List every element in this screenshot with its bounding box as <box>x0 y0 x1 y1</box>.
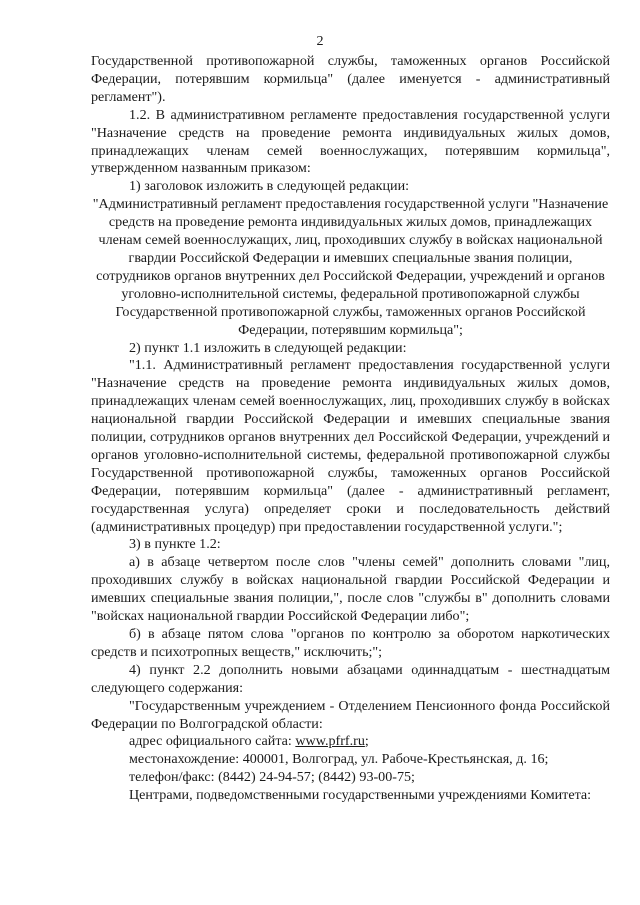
paragraph-website <box>91 733 610 751</box>
paragraph-intro: Государственной противопожарной службы, таможенных органов Российской Федерации, потерявшим кормильца" (далее именуется - административный регламент"). <box>91 53 610 105</box>
paragraph-item-3: 3) в пункте 1.2: <box>129 536 221 553</box>
document-body <box>91 53 610 805</box>
paragraph-item-3a: а) в абзаце четвертом после слов "члены семей" дополнить словами "лиц, проходивших службу в войсках национальной гвардии Российской Федерации и имевших специальные звания полиции,", после слов "службы в" дополнить словами "войсках национальной гвардии Российской Федерации либо"; <box>91 554 610 625</box>
paragraph-centers: Центрами, подведомственными государственными учреждениями Комитета: <box>129 787 592 804</box>
paragraph-item-4: 4) пункт 2.2 дополнить новыми абзацами одиннадцатым - шестнадцатым следующего содержания: <box>91 661 610 696</box>
paragraph-item-1: 1) заголовок изложить в следующей редакции: <box>129 178 410 195</box>
paragraph-pfr-office: "Государственным учреждением - Отделением Пенсионного фонда Российской Федерации по Волгоградской области: <box>91 697 610 732</box>
paragraph-1-1-text: "1.1. Административный регламент предоставления государственной услуги "Назначение средств на проведение ремонта индивидуальных жилых домов, принадлежащих членам семей военнослужащих, лиц, проходивших службу в войсках национальной гвардии Российской Федерации и имевших специальные звания полиции, сотрудников органов внутренних дел Российской Федерации, учреждений и органов уголовно-исполнительной системы, федеральной противопожарной службы Государственной противопожарной службы, таможенных органов Российской Федерации, потерявшим кормильца" (далее - административный регламент, государственная услуга) определяет сроки и последовательность действий (административных процедур) при предоставлении государственной услуги."; <box>91 357 610 535</box>
paragraph-item-3b: б) в абзаце пятом слова "органов по контролю за оборотом наркотических средств и психотропных веществ," исключить;"; <box>91 626 610 660</box>
website-link[interactable]: www.pfrf.ru <box>295 733 365 750</box>
website-label: адрес официального сайта: <box>129 733 296 750</box>
paragraph-phone: телефон/факс: (8442) 24-94-57; (8442) 93-00-75; <box>129 769 415 786</box>
paragraph-item-2: 2) пункт 1.1 изложить в следующей редакции: <box>129 339 407 356</box>
page-number: 2 <box>316 33 324 49</box>
paragraph-new-title: "Административный регламент предоставления государственной услуги "Назначение средств на проведение ремонта индивидуальных жилых домов, принадлежащих членам семей военнослужащих, лиц, проходивших службу в войсках национальной гвардии Российской Федерации и имевших специальные звания полиции, сотрудников органов внутренних дел Российской Федерации, учреждений и органов уголовно-исполнительной системы, федеральной противопожарной службы Государственной противопожарной службы, таможенных органов Российской Федерации, потерявшим кормильца"; <box>92 196 609 338</box>
paragraph-address: местонахождение: 400001, Волгоград, ул. Рабоче-Крестьянская, д. 16; <box>129 751 549 768</box>
website-suffix: ; <box>364 733 369 750</box>
paragraph-1-2: 1.2. В административном регламенте предоставления государственной услуги "Назначение средств на проведение ремонта индивидуальных жилых домов, принадлежащих членам семей военнослужащих, потерявшим кормильца", утвержденном названным приказом: <box>91 106 610 177</box>
